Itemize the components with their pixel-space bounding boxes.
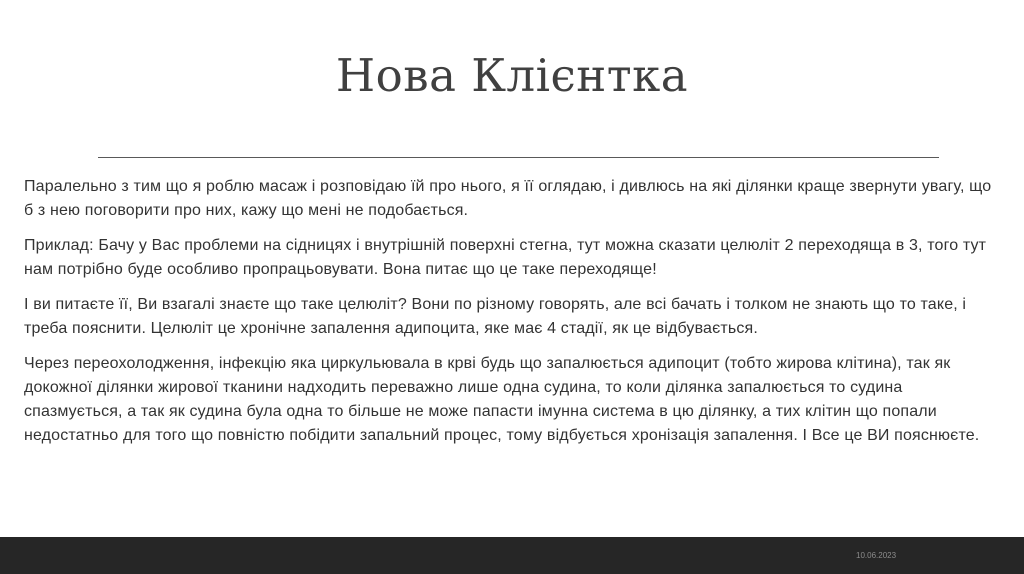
paragraph: Приклад: Бачу у Вас проблеми на сідницях і внутрішній поверхні стегна, тут можна сказати целюліт 2 переходяща в 3, того тут нам потрібно буде особливо пропрацьовувати. Вона питає що це таке переходяще! [24, 237, 987, 278]
paragraph: Через переохолодження, інфекцію яка циркульювала в крві будь що запалюється адипоцит (тобто жирова клітина), так як докожної ділянки жирової тканини надходить переважно лише одна судина, то коли ділянка запалюється то судина спазмується, а так як судина була одна то більше не може папасти імунна система в цю ділянку, а тих клітин що попали недостатньо для того що повністю побідити запальний процес, тому відбується хронізація запалення. І Все це ВИ пояснюєте. [24, 355, 980, 444]
paragraph: І ви питаєте її, Ви взагалі знаєте що таке целюліт? Вони по різному говорять, але всі бачать і толком не знають що то таке, і треба пояснити. Целюліт це хронічне запалення адипоцита, яке має 4 стадії, як це відбувається. [24, 296, 967, 337]
footer-bar [0, 537, 1024, 574]
slide-date: 10.06.2023 [856, 551, 897, 560]
title-divider [98, 157, 939, 158]
slide-content [24, 175, 1004, 459]
paragraph: Паралельно з тим що я роблю масаж і розповідаю їй про нього, я її оглядаю, і дивлюсь на які ділянки краще звернути увагу, що б з нею поговорити про них, кажу що мені не подобається. [24, 178, 992, 219]
slide-title: Нова Клієнтка [335, 49, 689, 102]
